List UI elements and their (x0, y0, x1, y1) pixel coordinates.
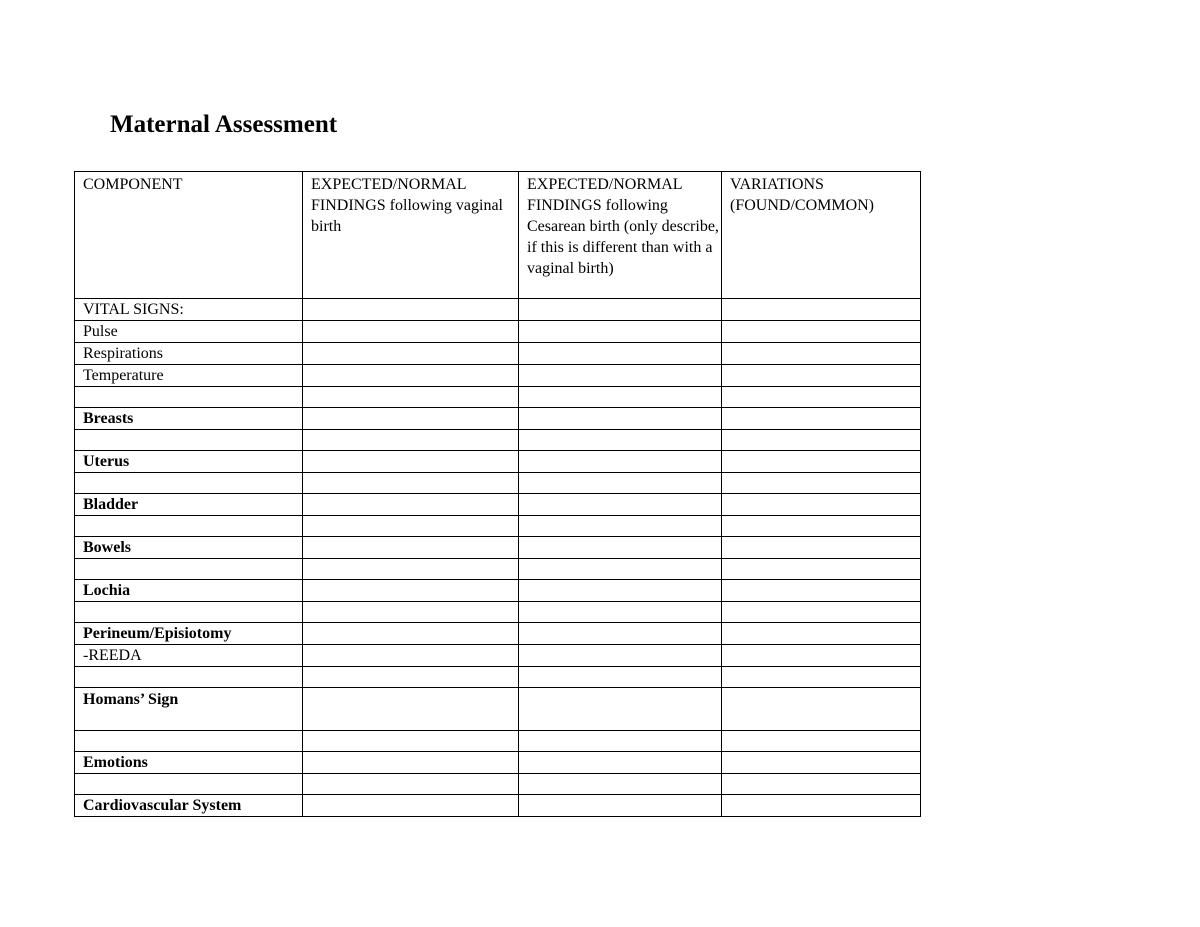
variations-cell (722, 559, 921, 580)
cesarean-birth-cell (519, 559, 722, 580)
table-row (75, 774, 921, 795)
component-cell: Lochia (75, 580, 303, 602)
table-row (75, 473, 921, 494)
table-row (75, 451, 921, 473)
cesarean-birth-cell (519, 623, 722, 645)
cesarean-birth-cell (519, 365, 722, 387)
cesarean-birth-cell (519, 602, 722, 623)
table-row (75, 387, 921, 408)
vaginal-birth-cell (303, 451, 519, 473)
vaginal-birth-cell (303, 580, 519, 602)
variations-cell (722, 408, 921, 430)
assessment-table (74, 171, 921, 817)
component-cell (75, 602, 303, 623)
variations-cell (722, 580, 921, 602)
component-cell (75, 387, 303, 408)
table-row (75, 408, 921, 430)
vaginal-birth-cell (303, 430, 519, 451)
variations-cell (722, 731, 921, 752)
component-cell: Bowels (75, 537, 303, 559)
component-cell: Perineum/Episiotomy (75, 623, 303, 645)
page-title: Maternal Assessment (110, 111, 338, 138)
cesarean-birth-cell (519, 688, 722, 731)
cesarean-birth-cell (519, 580, 722, 602)
table-row (75, 516, 921, 537)
cesarean-birth-cell (519, 537, 722, 559)
vaginal-birth-cell (303, 516, 519, 537)
table-row (75, 645, 921, 667)
cesarean-birth-cell (519, 473, 722, 494)
table-row (75, 299, 921, 321)
table-row (75, 343, 921, 365)
variations-cell (722, 667, 921, 688)
component-cell: Cardiovascular System (75, 795, 303, 817)
table-row (75, 365, 921, 387)
vaginal-birth-cell (303, 299, 519, 321)
cesarean-birth-cell (519, 408, 722, 430)
variations-cell (722, 516, 921, 537)
variations-cell (722, 795, 921, 817)
cesarean-birth-cell (519, 667, 722, 688)
vaginal-birth-cell (303, 559, 519, 580)
variations-cell (722, 752, 921, 774)
variations-cell (722, 451, 921, 473)
vaginal-birth-cell (303, 387, 519, 408)
component-cell: Pulse (75, 321, 303, 343)
variations-cell (722, 365, 921, 387)
cesarean-birth-cell (519, 343, 722, 365)
variations-cell (722, 321, 921, 343)
vaginal-birth-cell (303, 752, 519, 774)
component-cell: Respirations (75, 343, 303, 365)
vaginal-birth-cell (303, 494, 519, 516)
vaginal-birth-cell (303, 667, 519, 688)
variations-cell (722, 623, 921, 645)
table-row (75, 430, 921, 451)
header-component: COMPONENT (75, 172, 303, 299)
table-row (75, 321, 921, 343)
variations-cell (722, 387, 921, 408)
vaginal-birth-cell (303, 774, 519, 795)
table-row (75, 667, 921, 688)
cesarean-birth-cell (519, 645, 722, 667)
component-cell (75, 430, 303, 451)
component-cell: VITAL SIGNS: (75, 299, 303, 321)
component-cell (75, 559, 303, 580)
component-cell: Bladder (75, 494, 303, 516)
component-cell (75, 516, 303, 537)
vaginal-birth-cell (303, 623, 519, 645)
vaginal-birth-cell (303, 602, 519, 623)
cesarean-birth-cell (519, 516, 722, 537)
variations-cell (722, 473, 921, 494)
table-row (75, 752, 921, 774)
vaginal-birth-cell (303, 795, 519, 817)
assessment-table-body (75, 172, 921, 817)
variations-cell (722, 299, 921, 321)
header-cesarean-birth-findings: EXPECTED/NORMAL FINDINGS following Cesarean birth (only describe, if this is different than with a vaginal birth) (519, 172, 722, 299)
component-cell: -REEDA (75, 645, 303, 667)
table-header-row (75, 172, 921, 299)
component-cell (75, 731, 303, 752)
component-cell (75, 774, 303, 795)
cesarean-birth-cell (519, 774, 722, 795)
header-variations: VARIATIONS (FOUND/COMMON) (722, 172, 921, 299)
component-cell: Breasts (75, 408, 303, 430)
vaginal-birth-cell (303, 731, 519, 752)
table-row (75, 580, 921, 602)
vaginal-birth-cell (303, 537, 519, 559)
cesarean-birth-cell (519, 494, 722, 516)
component-cell (75, 667, 303, 688)
table-row (75, 731, 921, 752)
table-row (75, 688, 921, 731)
cesarean-birth-cell (519, 795, 722, 817)
vaginal-birth-cell (303, 645, 519, 667)
table-row (75, 494, 921, 516)
component-cell: Homans’ Sign (75, 688, 303, 731)
variations-cell (722, 645, 921, 667)
cesarean-birth-cell (519, 387, 722, 408)
cesarean-birth-cell (519, 321, 722, 343)
table-row (75, 602, 921, 623)
table-row (75, 559, 921, 580)
variations-cell (722, 774, 921, 795)
vaginal-birth-cell (303, 688, 519, 731)
cesarean-birth-cell (519, 430, 722, 451)
variations-cell (722, 537, 921, 559)
vaginal-birth-cell (303, 343, 519, 365)
component-cell: Temperature (75, 365, 303, 387)
component-cell: Uterus (75, 451, 303, 473)
variations-cell (722, 602, 921, 623)
variations-cell (722, 688, 921, 731)
variations-cell (722, 343, 921, 365)
component-cell: Emotions (75, 752, 303, 774)
cesarean-birth-cell (519, 752, 722, 774)
cesarean-birth-cell (519, 451, 722, 473)
table-row (75, 795, 921, 817)
vaginal-birth-cell (303, 408, 519, 430)
cesarean-birth-cell (519, 299, 722, 321)
header-vaginal-birth-findings: EXPECTED/NORMAL FINDINGS following vaginal birth (303, 172, 519, 299)
variations-cell (722, 494, 921, 516)
cesarean-birth-cell (519, 731, 722, 752)
vaginal-birth-cell (303, 473, 519, 494)
vaginal-birth-cell (303, 365, 519, 387)
table-row (75, 623, 921, 645)
component-cell (75, 473, 303, 494)
variations-cell (722, 430, 921, 451)
table-row (75, 537, 921, 559)
vaginal-birth-cell (303, 321, 519, 343)
